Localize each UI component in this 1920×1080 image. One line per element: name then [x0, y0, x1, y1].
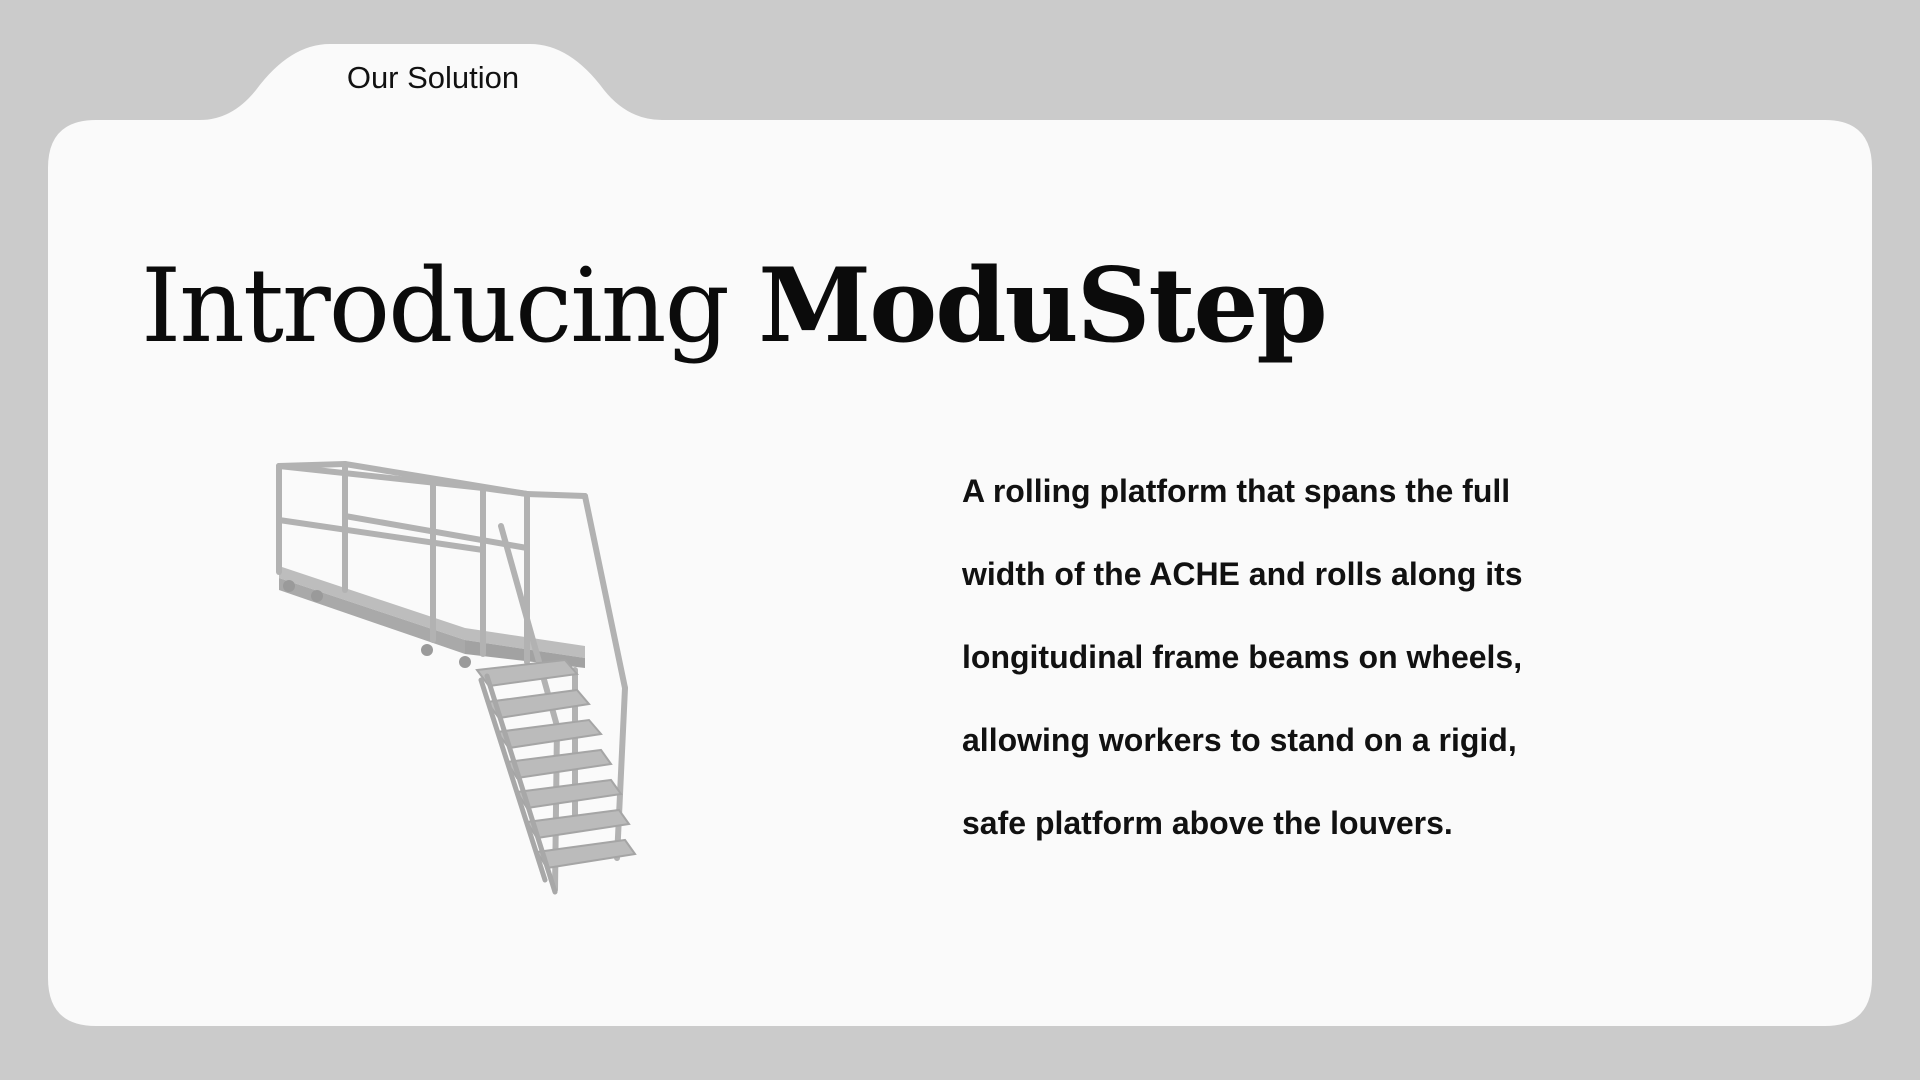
description-line: safe platform above the louvers.: [962, 805, 1453, 841]
solution-description: [962, 450, 1602, 865]
tab-our-solution[interactable]: Our Solution: [346, 60, 520, 95]
rolling-platform-stair-illustration: [255, 440, 675, 910]
description-line: width of the ACHE and rolls along its: [962, 556, 1523, 592]
title-product-name: ModuStep: [758, 246, 1326, 366]
description-line: allowing workers to stand on a rigid,: [962, 722, 1517, 758]
page-title: [141, 238, 1326, 375]
title-prefix: Introducing: [141, 247, 759, 366]
description-line: longitudinal frame beams on wheels,: [962, 639, 1523, 675]
description-line: A rolling platform that spans the full: [962, 473, 1511, 509]
